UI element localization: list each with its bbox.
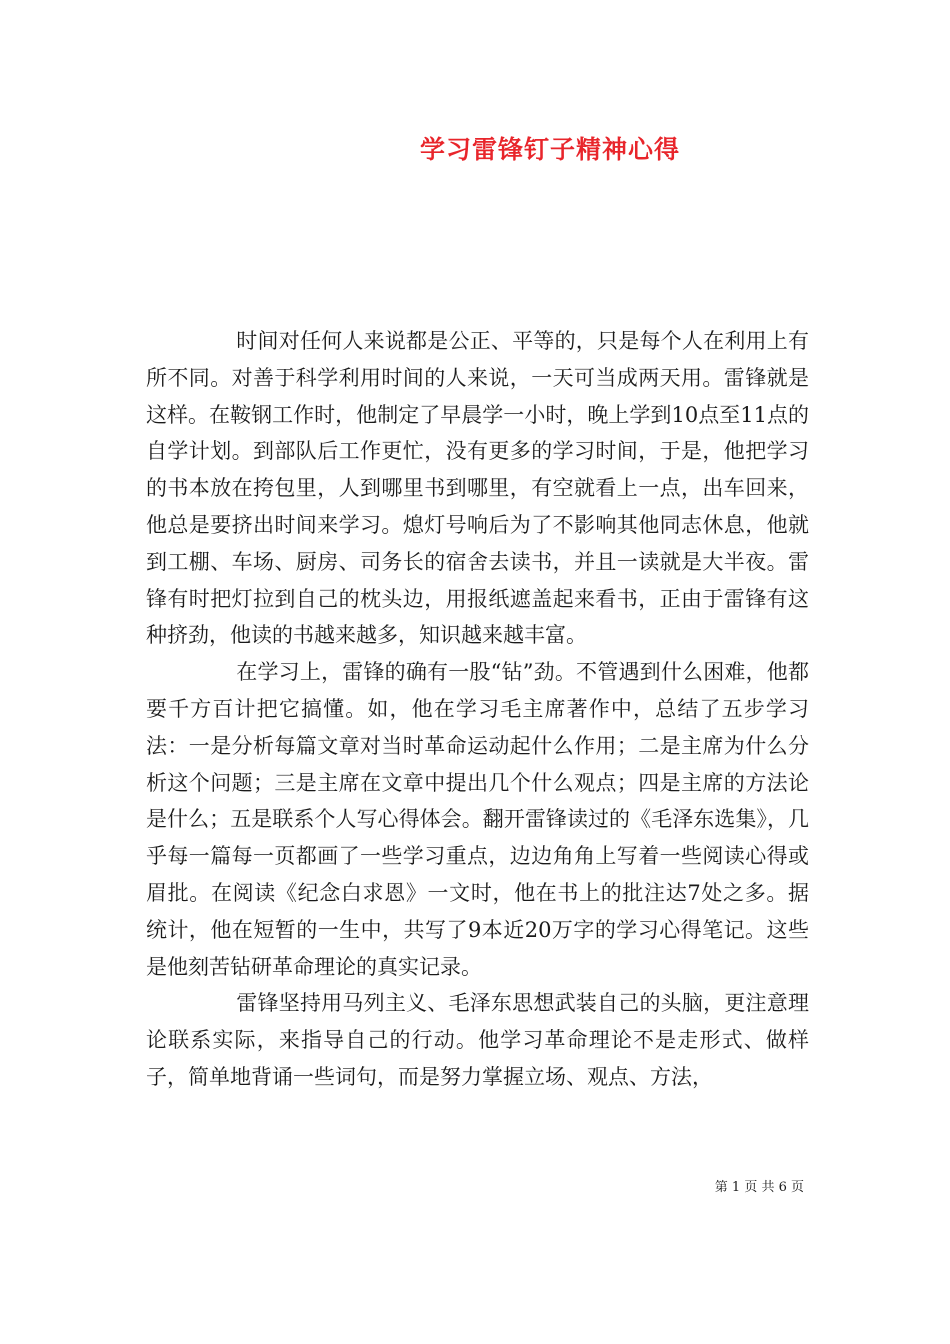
paragraph-3: 雷锋坚持用马列主义、毛泽东思想武装自己的头脑，更注意理论联系实际，来指导自己的行动。他学习革命理论不是走形式、做样子，简单地背诵一些词句，而是努力掌握立场、观点、方法，	[146, 991, 809, 1089]
paragraph-2: 在学习上，雷锋的确有一股“钻”劲。不管遇到什么困难，他都要千方百计把它搞懂。如，他在学习毛主席著作中，总结了五步学习法：一是分析每篇文章对当时革命运动起什么作用；二是主席为什么分析这个问题；三是主席在文章中提出几个什么观点；四是主席的方法论是什么；五是联系个人写心得体会。翻开雷锋读过的《毛泽东选集》，几乎每一篇每一页都画了一些学习重点，边边角角上写着一些阅读心得或眉批。在阅读《纪念白求恩》一文时，他在书上的批注达7处之多。据统计，他在短暂的一生中，共写了9本近20万字的学习心得笔记。这些是他刻苦钻研革命理论的真实记录。	[146, 660, 809, 979]
page-number-footer: 第 1 页 共 6 页	[714, 1180, 804, 1195]
paragraph-1: 时间对任何人来说都是公正、平等的，只是每个人在利用上有所不同。对善于科学利用时间的人来说，一天可当成两天用。雷锋就是这样。在鞍钢工作时，他制定了早晨学一小时，晚上学到10点至11点的自学计划。到部队后工作更忙，没有更多的学习时间，于是，他把学习的书本放在挎包里，人到哪里书到哪里，有空就看上一点，出车回来，他总是要挤出时间来学习。熄灯号响后为了不影响其他同志休息，他就到工棚、车场、厨房、司务长的宿舍去读书，并且一读就是大半夜。雷锋有时把灯拉到自己的枕头边，用报纸遮盖起来看书，正由于雷锋有这种挤劲，他读的书越来越多，知识越来越丰富。	[146, 329, 809, 648]
document-title: 学习雷锋钉子精神心得	[419, 135, 680, 164]
document-body	[146, 323, 809, 1096]
